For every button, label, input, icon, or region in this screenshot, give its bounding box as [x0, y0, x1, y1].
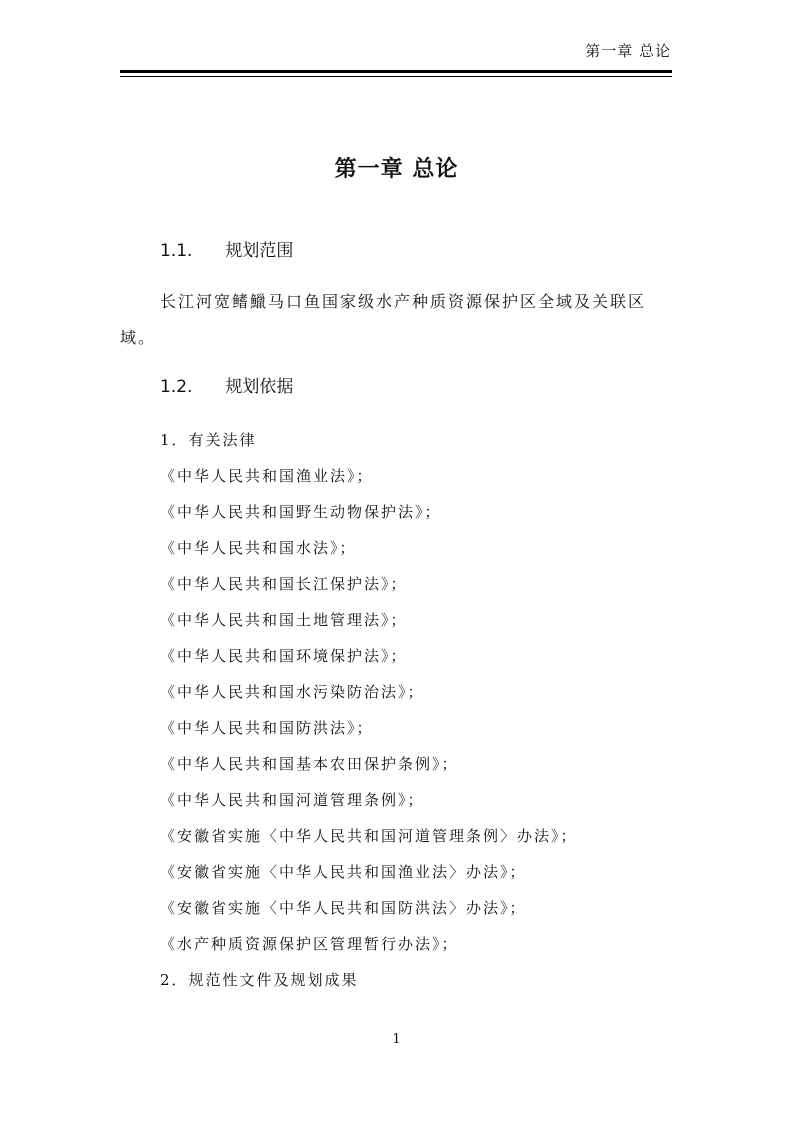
header-rule-thin: [120, 76, 672, 77]
section-title: 规划依据: [225, 377, 294, 397]
section-number: 1.2.: [160, 377, 193, 397]
section-number: 1.1.: [160, 241, 193, 261]
list-item: 《中华人民共和国水污染防治法》；: [160, 683, 425, 701]
running-header: 第一章 总论: [585, 42, 671, 60]
list-item: 《中华人民共和国长江保护法》；: [160, 575, 408, 593]
list-item: 《中华人民共和国渔业法》；: [160, 467, 374, 485]
basis-list: [160, 422, 578, 998]
list-item: 《中华人民共和国基本农田保护条例》；: [160, 755, 459, 773]
list-item: 2．规范性文件及规划成果: [160, 971, 359, 989]
page-number: 1: [392, 1032, 401, 1047]
scope-paragraph: 长江河宽鳍鱲马口鱼国家级水产种质资源保护区全域及关联区域。: [120, 292, 647, 347]
section-heading-scope: [160, 236, 293, 261]
list-item: 《中华人民共和国防洪法》；: [160, 719, 374, 737]
list-item: 1．有关法律: [160, 431, 257, 449]
list-item: 《中华人民共和国水法》；: [160, 539, 357, 557]
section-heading-basis: [160, 372, 293, 397]
list-item: 《中华人民共和国土地管理法》；: [160, 611, 408, 629]
list-item: 《安徽省实施〈中华人民共和国河道管理条例〉办法》；: [160, 827, 578, 845]
list-item: 《安徽省实施〈中华人民共和国渔业法〉办法》；: [160, 863, 527, 881]
list-item: 《安徽省实施〈中华人民共和国防洪法〉办法》；: [160, 899, 527, 917]
list-item: 《水产种质资源保护区管理暂行办法》；: [160, 935, 459, 953]
chapter-title: 第一章 总论: [334, 156, 459, 182]
section-title: 规划范围: [225, 241, 294, 261]
list-item: 《中华人民共和国环境保护法》；: [160, 647, 408, 665]
header-rule-thick: [120, 70, 672, 73]
list-item: 《中华人民共和国河道管理条例》；: [160, 791, 425, 809]
list-item: 《中华人民共和国野生动物保护法》；: [160, 503, 442, 521]
